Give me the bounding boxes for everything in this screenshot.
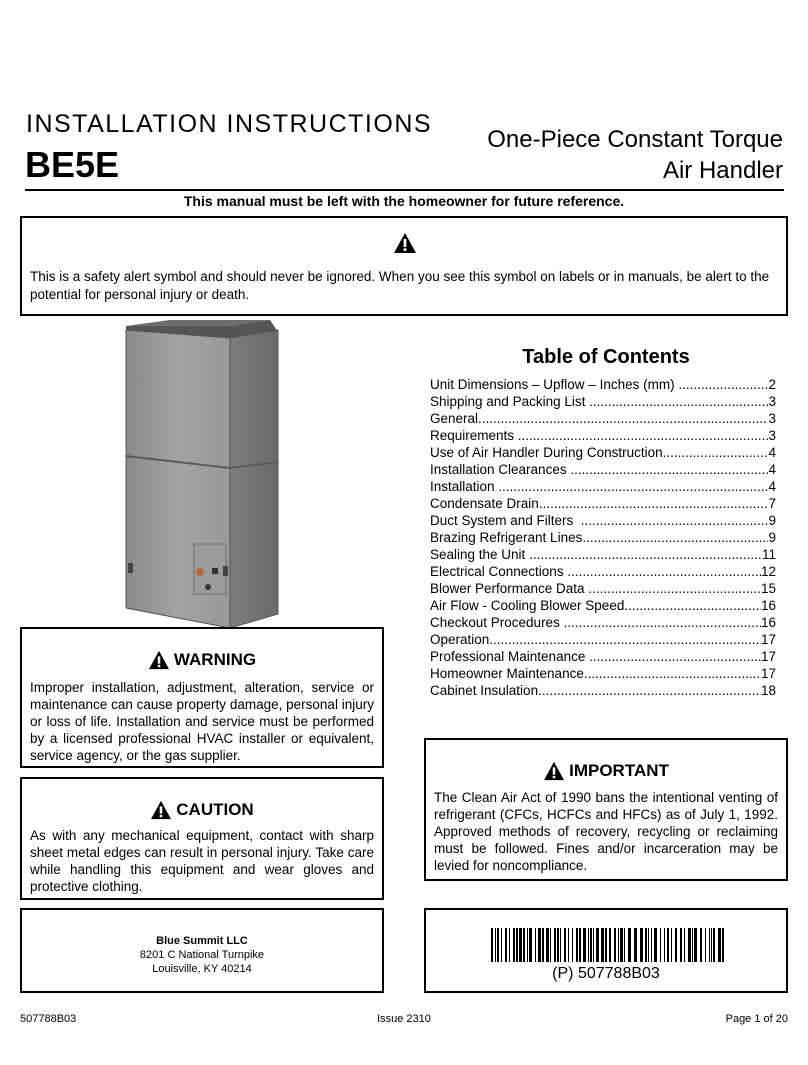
toc-entry [430, 631, 776, 648]
toc-entry-leader [529, 546, 762, 563]
barcode-bar [605, 928, 607, 962]
toc-entry-page: 2 [768, 377, 776, 392]
toc-entry [430, 376, 776, 393]
toc-entry-page: 16 [760, 598, 776, 613]
barcode-bar [700, 928, 702, 962]
important-box [424, 738, 788, 881]
product-name-line2: Air Handler [662, 157, 783, 184]
toc-entry-label: Air Flow - Cooling Blower Speed [430, 598, 625, 613]
barcode-bar [491, 928, 493, 962]
toc-entry-page: 11 [761, 547, 776, 562]
toc-entry [430, 580, 776, 597]
toc-entry-label: Electrical Connections [430, 564, 568, 579]
toc-entry-page: 15 [760, 581, 776, 596]
toc-entry-page: 3 [768, 428, 776, 443]
toc-entry-label: Operation [430, 632, 490, 647]
barcode-bar [634, 928, 637, 962]
toc-entry-label: Cabinet Insulation [430, 683, 539, 698]
toc-entry [430, 393, 776, 410]
footer-page: Page 1 of 20 [725, 1013, 788, 1025]
barcode-bar [624, 928, 625, 962]
toc-entry-page: 4 [768, 479, 776, 494]
toc-entry-label: Brazing Refrigerant Lines [430, 530, 583, 545]
barcode-bar [645, 928, 647, 962]
barcode-bar [694, 928, 697, 962]
barcode-bar [620, 928, 623, 962]
toc-entry [430, 546, 776, 563]
barcode-bar [709, 928, 710, 962]
toc-entry [430, 614, 776, 631]
toc-entry-page: 3 [768, 394, 776, 409]
barcode-bar [640, 928, 643, 962]
toc-entry-leader [518, 427, 769, 444]
barcode-bar [501, 928, 502, 962]
barcode-bar [554, 928, 556, 962]
barcode-bar [618, 928, 619, 962]
barcode-bar [588, 928, 589, 962]
barcode-bar [576, 928, 578, 962]
model-number: BE5E [25, 144, 120, 185]
toc-entry-leader [588, 580, 761, 597]
barcode-bar [601, 928, 604, 962]
toc-entry-leader [678, 376, 768, 393]
toc-entry-label: Professional Maintenance [430, 649, 590, 664]
barcode-bar [680, 928, 682, 962]
homeowner-notice: This manual must be left with the homeowner for future reference. [183, 193, 625, 209]
company-address-box [20, 908, 384, 993]
toc-entry-label: Unit Dimensions – Upflow – Inches (mm) [430, 377, 679, 392]
barcode-bar [660, 928, 661, 962]
toc-entry-leader [589, 393, 768, 410]
barcode-bar [529, 928, 532, 962]
toc-entry-label: Duct System and Filters [430, 513, 581, 528]
barcode-bar [628, 928, 631, 962]
toc-entry [430, 512, 776, 529]
air-handler-illustration [120, 318, 290, 630]
caution-icon [150, 800, 172, 820]
barcode-bar [688, 928, 691, 962]
toc-entry [430, 597, 776, 614]
toc-entry-label: Shipping and Packing List [430, 394, 590, 409]
barcode-bar [509, 928, 510, 962]
toc-entry-page: 12 [760, 564, 776, 579]
barcode-bar [550, 928, 551, 962]
barcode-bar [722, 928, 724, 962]
table-of-contents [430, 376, 776, 699]
toc-entry [430, 682, 776, 699]
document-type: INSTALLATION INSTRUCTIONS [26, 110, 433, 138]
toc-entry [430, 444, 776, 461]
product-name-line1: One-Piece Constant Torque [487, 126, 783, 153]
toc-entry-leader [539, 495, 769, 512]
toc-entry-label: Sealing the Unit [430, 547, 530, 562]
barcode-bar [523, 928, 525, 962]
toc-entry-page: 7 [768, 496, 776, 511]
header-rule [25, 189, 784, 191]
toc-entry [430, 427, 776, 444]
toc-title: Table of Contents [522, 346, 690, 368]
toc-entry-label: Installation [430, 479, 499, 494]
barcode-bar [651, 928, 652, 962]
barcode-bar [513, 928, 515, 962]
barcode-bar [538, 928, 541, 962]
barcode-bar [505, 928, 507, 962]
toc-entry-label: Use of Air Handler During Construction [430, 445, 663, 460]
toc-entry-leader [589, 648, 761, 665]
footer-doc-number: 507788B03 [20, 1013, 77, 1025]
safety-alert-box [20, 216, 788, 316]
barcode-bar [664, 928, 665, 962]
toc-entry-leader [584, 665, 761, 682]
barcode-bar [692, 928, 693, 962]
barcode-bar [684, 928, 685, 962]
barcode-bar [667, 928, 669, 962]
toc-entry-leader [498, 478, 768, 495]
toc-entry-page: 4 [768, 445, 776, 460]
barcode-image [491, 928, 725, 962]
company-address-line2: Louisville, KY 40214 [152, 963, 252, 975]
toc-entry-label: Requirements [430, 428, 518, 443]
barcode-bar [535, 928, 536, 962]
toc-entry-page: 9 [768, 513, 776, 528]
barcode-bar [671, 928, 672, 962]
barcode-bar [654, 928, 657, 962]
barcode-bar [546, 928, 549, 962]
toc-entry [430, 410, 776, 427]
barcode-bar [675, 928, 677, 962]
company-address-line1: 8201 C National Turnpike [139, 949, 265, 961]
barcode-bar [711, 928, 712, 962]
caution-text: As with any mechanical equipment, contact with sharp sheet metal edges can result in personal injury. Take care while handling this equipment and wear gloves and protective clothing. [30, 828, 374, 894]
barcode-bar [713, 928, 715, 962]
important-icon [543, 761, 565, 781]
toc-entry-page: 4 [768, 462, 776, 477]
barcode-bar [705, 928, 706, 962]
important-heading: IMPORTANT [569, 760, 669, 780]
toc-entry-leader [582, 529, 768, 546]
barcode-bar [590, 928, 592, 962]
warning-text: Improper installation, adjustment, alteration, service or maintenance can cause property damage, personal injury or loss of life. Installation and service must be performed by a licensed professional HVAC installer or equivalent, service agency, or the gas supplier. [30, 680, 374, 763]
toc-entry-label: Condensate Drain [430, 496, 539, 511]
barcode-bar [564, 928, 566, 962]
important-text: The Clean Air Act of 1990 bans the intentional venting of refrigerant (CFCs, HCFCs and HFCs) as of July 1, 1992. Approved methods of recovery, recycling or reclaiming must be followed. Fines and/or incarceration may be levied for noncompliance. [434, 790, 778, 873]
toc-entry [430, 478, 776, 495]
toc-entry-label: Checkout Procedures [430, 615, 564, 630]
caution-box [20, 777, 384, 900]
toc-entry [430, 461, 776, 478]
toc-entry-label: Installation Clearances [430, 462, 571, 477]
barcode-bar [495, 928, 496, 962]
barcode-bar [596, 928, 599, 962]
barcode-bar [583, 928, 586, 962]
toc-entry-label: Homeowner Maintenance [430, 666, 584, 681]
warning-heading: WARNING [173, 649, 257, 669]
warning-box [20, 627, 384, 768]
toc-entry-leader [538, 682, 761, 699]
toc-entry [430, 563, 776, 580]
toc-entry-leader [624, 597, 761, 614]
barcode-bar [572, 928, 573, 962]
barcode-bar [527, 928, 528, 962]
toc-entry-leader [564, 614, 761, 631]
safety-alert-text: This is a safety alert symbol and should never be ignored. When you see this symbol on labels or in manuals, be alert to the potential for personal injury or death. [30, 269, 770, 302]
toc-entry-page: 17 [760, 666, 776, 681]
toc-entry-leader [570, 461, 768, 478]
toc-entry-page: 9 [768, 530, 776, 545]
toc-entry-leader [478, 410, 768, 427]
footer-issue: Issue 2310 [377, 1013, 431, 1025]
barcode-bar [557, 928, 559, 962]
barcode-bar [648, 928, 649, 962]
safety-alert-icon [393, 232, 417, 254]
company-name: Blue Summit LLC [156, 935, 248, 947]
toc-entry [430, 648, 776, 665]
warning-icon [148, 650, 170, 670]
toc-entry-leader [489, 631, 761, 648]
barcode-bar [593, 928, 594, 962]
toc-entry-leader [567, 563, 761, 580]
toc-entry [430, 665, 776, 682]
barcode-bar [718, 928, 721, 962]
toc-entry-page: 16 [760, 615, 776, 630]
part-number: (P) 507788B03 [552, 965, 660, 982]
barcode-bar [614, 928, 616, 962]
toc-entry-page: 17 [760, 632, 776, 647]
barcode-bar [560, 928, 561, 962]
toc-entry-page: 17 [760, 649, 776, 664]
toc-entry-leader [581, 512, 769, 529]
toc-entry-page: 3 [768, 411, 776, 426]
barcode-box [424, 908, 788, 993]
barcode-bar [519, 928, 522, 962]
toc-entry-leader [663, 444, 769, 461]
barcode-bar [542, 928, 544, 962]
barcode-bar [568, 928, 569, 962]
caution-heading: CAUTION [176, 799, 254, 819]
toc-entry [430, 529, 776, 546]
toc-entry [430, 495, 776, 512]
toc-entry-label: Blower Performance Data [430, 581, 589, 596]
barcode-bar [609, 928, 611, 962]
barcode-bar [497, 928, 499, 962]
barcode-bar [516, 928, 518, 962]
toc-entry-page: 18 [760, 683, 776, 698]
toc-entry-label: General [430, 411, 479, 426]
barcode-bar [579, 928, 581, 962]
